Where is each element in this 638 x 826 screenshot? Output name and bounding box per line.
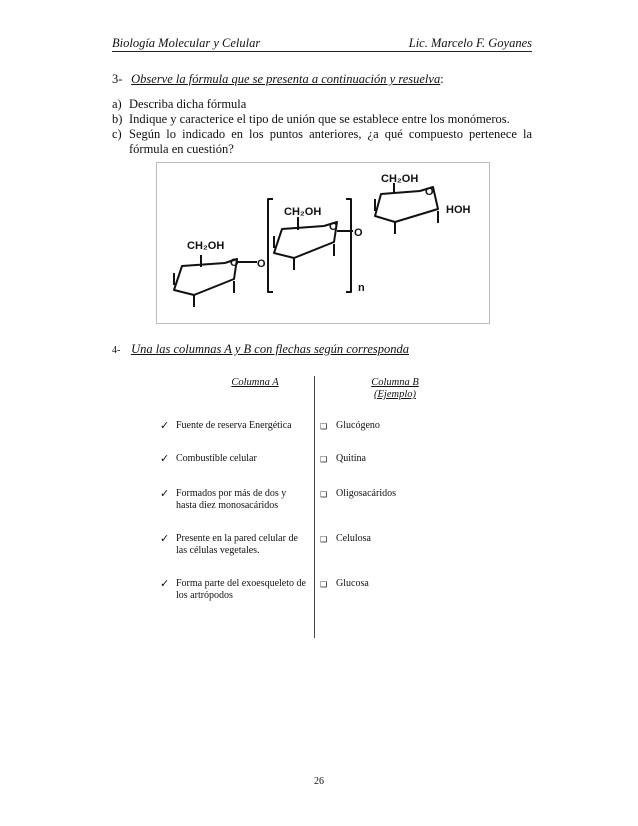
question-3-number: 3- <box>112 72 123 86</box>
ring-1-oxygen-label: O <box>230 257 239 269</box>
page-number: 26 <box>314 776 324 787</box>
ring-3-hoh-label: HOH <box>446 204 471 216</box>
column-b-header: Columna B (Ejemplo) <box>371 377 419 400</box>
polysaccharide-formula-figure <box>156 162 490 324</box>
ring-2-oxygen-label: O <box>329 221 338 233</box>
question-4-text: Una las columnas A y B con flechas según corresponda <box>131 342 409 356</box>
header-course: Biología Molecular y Celular <box>112 36 261 50</box>
question-4-title <box>112 342 409 357</box>
question-3-items <box>112 97 532 157</box>
page-header <box>112 36 532 52</box>
checkbox-icon: ❑ <box>320 490 328 499</box>
ring-1 <box>174 259 237 295</box>
ring-3-oxygen-label: O <box>425 186 434 198</box>
question-4-number: 4- <box>112 345 121 356</box>
ring-3-ch2oh-label: CH₂OH <box>381 173 419 185</box>
glycosidic-oxygen-label-1: O <box>257 258 266 270</box>
ring-2-ch2oh-label: CH₂OH <box>284 206 322 218</box>
checkbox-icon: ❑ <box>320 535 328 544</box>
question-3-colon: : <box>440 72 444 86</box>
ring-1-ch2oh-label: CH₂OH <box>187 240 225 252</box>
column-a-header: Columna A <box>231 377 279 388</box>
question-3-text: Observe la fórmula que se presenta a continuación y resuelva <box>131 72 441 86</box>
header-author: Lic. Marcelo F. Goyanes <box>408 36 532 50</box>
question-3-item-c: c) Según lo indicado en los puntos anteriores, ¿a qué compuesto pertenece la fórmula en cuestión? <box>112 127 532 156</box>
left-bracket <box>268 199 273 292</box>
question-3-item-a: a) Describa dicha fórmula <box>112 97 247 111</box>
glycosidic-oxygen-label-2: O <box>354 227 363 239</box>
checkbox-icon: ❑ <box>320 455 328 464</box>
check-icon: ✓ <box>160 488 170 500</box>
checkbox-icon: ❑ <box>320 422 328 431</box>
question-3-item-b: b) Indique y caracterice el tipo de unión que se establece entre los monómeros. <box>112 112 510 126</box>
check-icon: ✓ <box>160 420 170 432</box>
column-divider <box>314 376 315 638</box>
polysaccharide-formula-diagram <box>157 163 489 323</box>
repeat-n-label: n <box>358 282 365 294</box>
check-icon: ✓ <box>160 533 170 545</box>
right-bracket <box>346 199 351 292</box>
ring-2 <box>274 222 337 258</box>
check-icon: ✓ <box>160 578 170 590</box>
check-icon: ✓ <box>160 453 170 465</box>
question-3-title <box>112 72 444 87</box>
checkbox-icon: ❑ <box>320 580 328 589</box>
